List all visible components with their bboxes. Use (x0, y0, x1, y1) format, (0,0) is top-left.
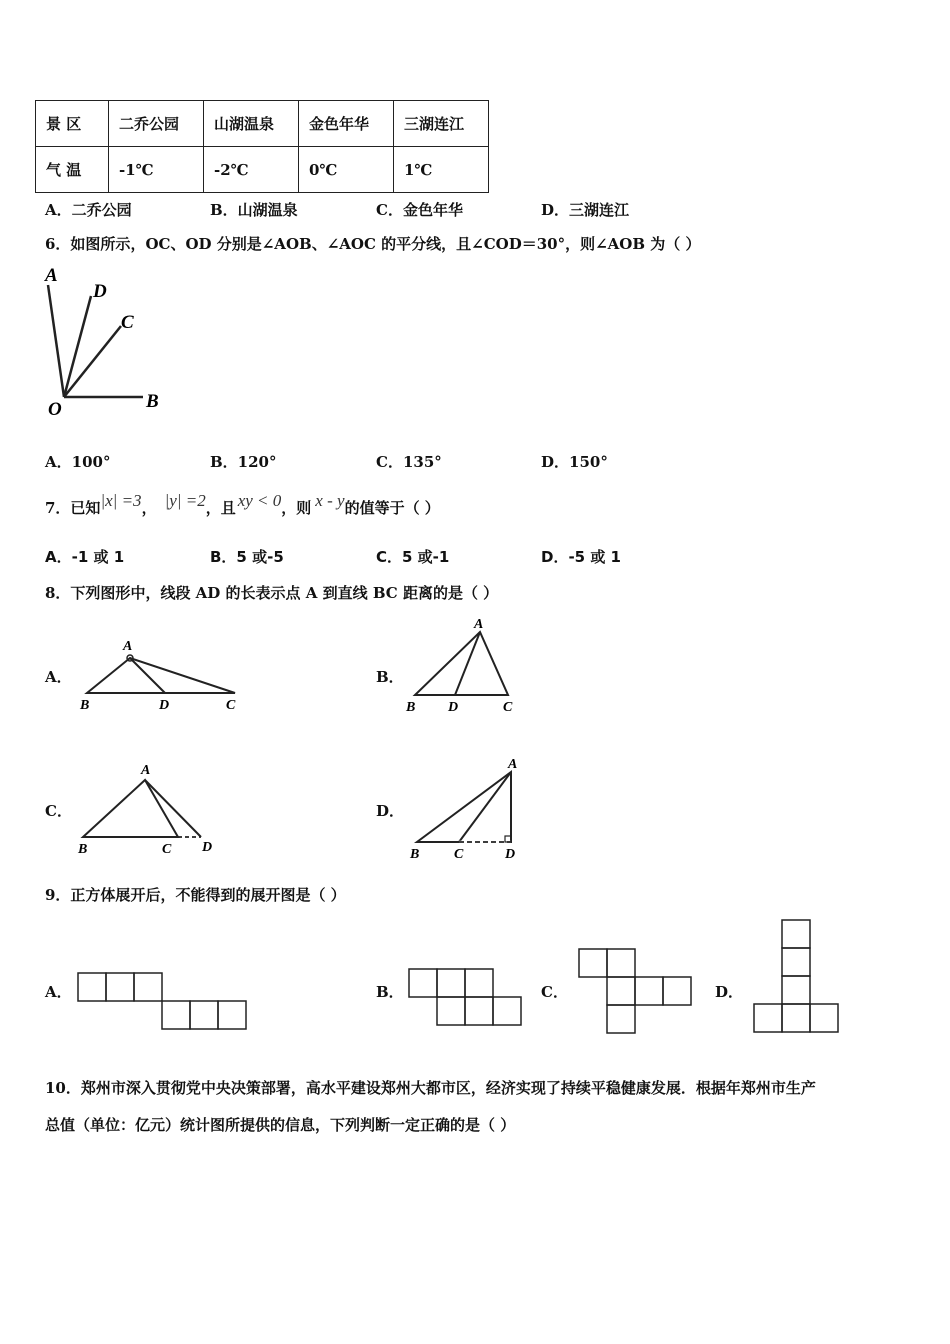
q8-stem: 8．下列图形中，线段 AD 的长表示点 A 到直线 BC 距离的是（ ） (45, 584, 499, 602)
segment-ad (455, 632, 480, 695)
q7-option-a[interactable]: A．-1 或 1 (45, 548, 125, 566)
q7-option-c[interactable]: C．5 或-1 (376, 548, 450, 566)
q7-prefix: 7．已知 (45, 499, 101, 517)
label-d: D (505, 847, 516, 862)
q9-net-a (70, 965, 260, 1040)
q9-net-b (400, 960, 530, 1035)
label-c: C (226, 698, 236, 713)
label-c: C (121, 312, 134, 333)
table-row (36, 101, 489, 147)
table-cell: 山湖温泉 (204, 101, 299, 147)
label-d: D (202, 840, 213, 855)
label-b: B (406, 700, 416, 715)
q7-option-d[interactable]: D．-5 或 1 (541, 548, 621, 566)
q8-figure-b (400, 612, 530, 717)
q6-option-c[interactable]: C．135° (376, 453, 442, 471)
label-b: B (78, 842, 88, 857)
q6-option-b[interactable]: B．120° (210, 453, 277, 471)
label-c: C (503, 700, 513, 715)
q9-option-c[interactable]: C． (541, 983, 568, 1001)
label-a: A (474, 617, 484, 632)
label-b: B (80, 698, 90, 713)
q9-option-b[interactable]: B． (376, 983, 404, 1001)
label-a: A (141, 763, 151, 778)
label-d: D (159, 698, 170, 713)
table-cell: -2℃ (204, 147, 299, 193)
q7-sep: ， (141, 499, 157, 517)
q6-option-a[interactable]: A．100° (45, 453, 111, 471)
q7-mid2: ，则 (281, 499, 312, 517)
q7-math-x: |x| =3 (100, 491, 142, 510)
q9-option-d[interactable]: D． (715, 983, 744, 1001)
q10-stem-line2: 总值（单位：亿元）统计图所提供的信息，下列判断一定正确的是（ ） (45, 1116, 516, 1134)
q5-option-b[interactable]: B．山湖温泉 (210, 201, 298, 219)
table-cell: 金色年华 (299, 101, 394, 147)
q6-angle-figure (40, 262, 180, 422)
triangle (415, 632, 508, 695)
label-a: A (45, 265, 58, 286)
table-cell: 0℃ (299, 147, 394, 193)
q6-stem: 6．如图所示，OC、OD 分别是∠AOB、∠AOC 的平分线，且∠COD＝30°，则∠AOB 为（ ） (45, 235, 701, 253)
q7-math-diff: x - y (315, 491, 345, 510)
label-c: C (162, 842, 172, 857)
q8-option-d[interactable]: D． (376, 802, 405, 820)
q10-stem-line1: 10．郑州市深入贯彻党中央决策部署，高水平建设郑州大都市区，经济实现了持续平稳健康发展．根据年郑州市生产 (45, 1079, 816, 1097)
q8-figure-d (405, 752, 535, 864)
q9-net-c (570, 940, 705, 1040)
q8-figure-c (75, 755, 225, 860)
q5-option-a[interactable]: A．二乔公园 (45, 201, 132, 219)
q5-option-c[interactable]: C．金色年华 (376, 201, 463, 219)
q9-stem: 9．正方体展开后，不能得到的展开图是（ ） (45, 886, 346, 904)
q7-math-xy: xy < 0 (237, 491, 282, 510)
q5-option-d[interactable]: D．三湖连江 (541, 201, 630, 219)
triangle (83, 780, 178, 837)
table-cell: 1℃ (394, 147, 489, 193)
triangle (417, 772, 511, 842)
label-a: A (123, 639, 133, 654)
table-cell: -1℃ (109, 147, 204, 193)
q8-option-c[interactable]: C． (45, 802, 72, 820)
segment-ac (459, 772, 511, 842)
q8-option-b[interactable]: B． (376, 668, 404, 686)
label-b: B (410, 847, 420, 862)
q7-math-y: |y| =2 (164, 491, 206, 510)
table-cell: 三湖连江 (394, 101, 489, 147)
label-c: C (454, 847, 464, 862)
table-cell: 景 区 (36, 101, 109, 147)
q9-net-d (745, 912, 845, 1037)
label-d: D (448, 700, 459, 715)
q8-figure-a (75, 636, 245, 716)
q7-stem (45, 490, 440, 520)
q8-option-a[interactable]: A． (45, 668, 72, 686)
q7-suffix: 的值等于（ ） (344, 499, 440, 517)
label-o: O (48, 399, 62, 420)
label-d: D (93, 281, 107, 302)
q7-option-b[interactable]: B．5 或-5 (210, 548, 284, 566)
ray-oa (48, 285, 64, 397)
q6-option-d[interactable]: D．150° (541, 453, 608, 471)
table-cell: 气 温 (36, 147, 109, 193)
label-b: B (146, 391, 159, 412)
label-a: A (508, 757, 518, 772)
q9-option-a[interactable]: A． (45, 983, 72, 1001)
temperature-table (35, 100, 489, 193)
table-row (36, 147, 489, 193)
table-cell: 二乔公园 (109, 101, 204, 147)
q7-mid: ，且 (205, 499, 236, 517)
